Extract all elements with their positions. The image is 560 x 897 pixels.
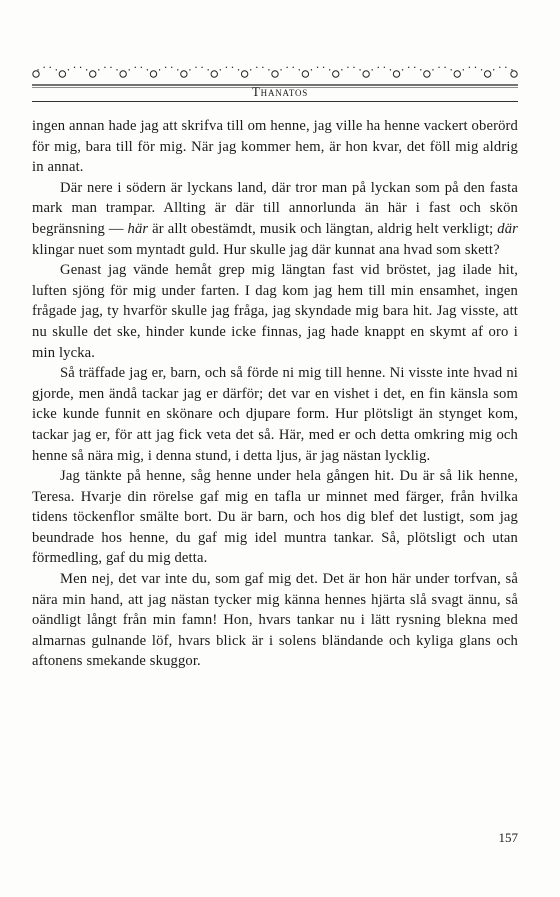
text-run: Genast jag vände hemåt grep mig längtan fast vid bröstet, jag ilade hit, luften sjöng för mig under farten. I dag kom jag hem till min ensamhet, ingen frågade jag, ty hvarför skulle jag fråga, jag skyndade mig bara hit. Jag visste, att nu skulle det ske, hinder kunde icke finnas, jag hade knappt en skymt af oro i min lycka. [32, 262, 518, 361]
paragraph [32, 260, 518, 363]
italic-text: där [497, 220, 518, 237]
body-text [32, 116, 518, 672]
running-head: Thanatos [251, 84, 309, 99]
text-run: Jag tänkte på henne, såg henne under hela gången hit. Du är så lik henne, Teresa. Hvarje din rörelse gaf mig en tafla ur minnet med färger, från hvilka tidens töckenflor smälte bort. Du är barn, och hos dig blef det lustigt, som jag beundrade hos henne, du gaf mig idel muntra tankar. Så, plötsligt och utan förmedling, gaf du mig detta. [32, 468, 518, 567]
text-run: Där nere i södern är lyckans land, där tror man på lyckan som på den fasta mark man trampar. Allting är där till annorlunda än här i fast och skön begränsning — [32, 179, 518, 237]
paragraph [32, 569, 518, 672]
paragraph [32, 363, 518, 466]
text-run: ingen annan hade jag att skrifva till om henne, jag ville ha henne vackert oberörd för mig, bara till för mig. När jag kommer hem, är hon kvar, det föll mig aldrig in annat. [32, 118, 518, 176]
text-run: är allt obestämdt, musik och längtan, aldrig helt verkligt; [148, 220, 498, 237]
text-run: klingar nuet som myntadt guld. Hur skulle jag där kunnat ana hvad som skett? [32, 241, 500, 258]
text-run: Men nej, det var inte du, som gaf mig det. Det är hon här under torfvan, så nära min hand, att jag nästan tycker mig känna hennes hjärta slå svagt ännu, så oändligt långt från min famn! Hon, hvars tankar nu i lätt rysning blekna med almarnas gulnande löf, hvars blick är i solens bländande och kyliga glans och aftonens smekande skuggor. [32, 571, 518, 670]
header-rule [32, 101, 518, 102]
paragraph [32, 178, 518, 260]
paragraph [32, 116, 518, 178]
text-run: Så träffade jag er, barn, och så förde ni mig till henne. Ni visste inte hvad ni gjorde, men ändå tackar jag er därför; det var en vishet i det, en fin känsla som icke kunde funnit en skönare och djupare form. Hur plötsligt än stynget kom, tackar jag er, för att jag fick veta det så. Här, med er och detta omkring mig och henne så nära mig, i denna stund, i detta ljus, är jag nästan lycklig. [32, 365, 518, 464]
italic-text: här [127, 220, 149, 237]
paragraph [32, 466, 518, 569]
page-number: 157 [498, 830, 518, 845]
